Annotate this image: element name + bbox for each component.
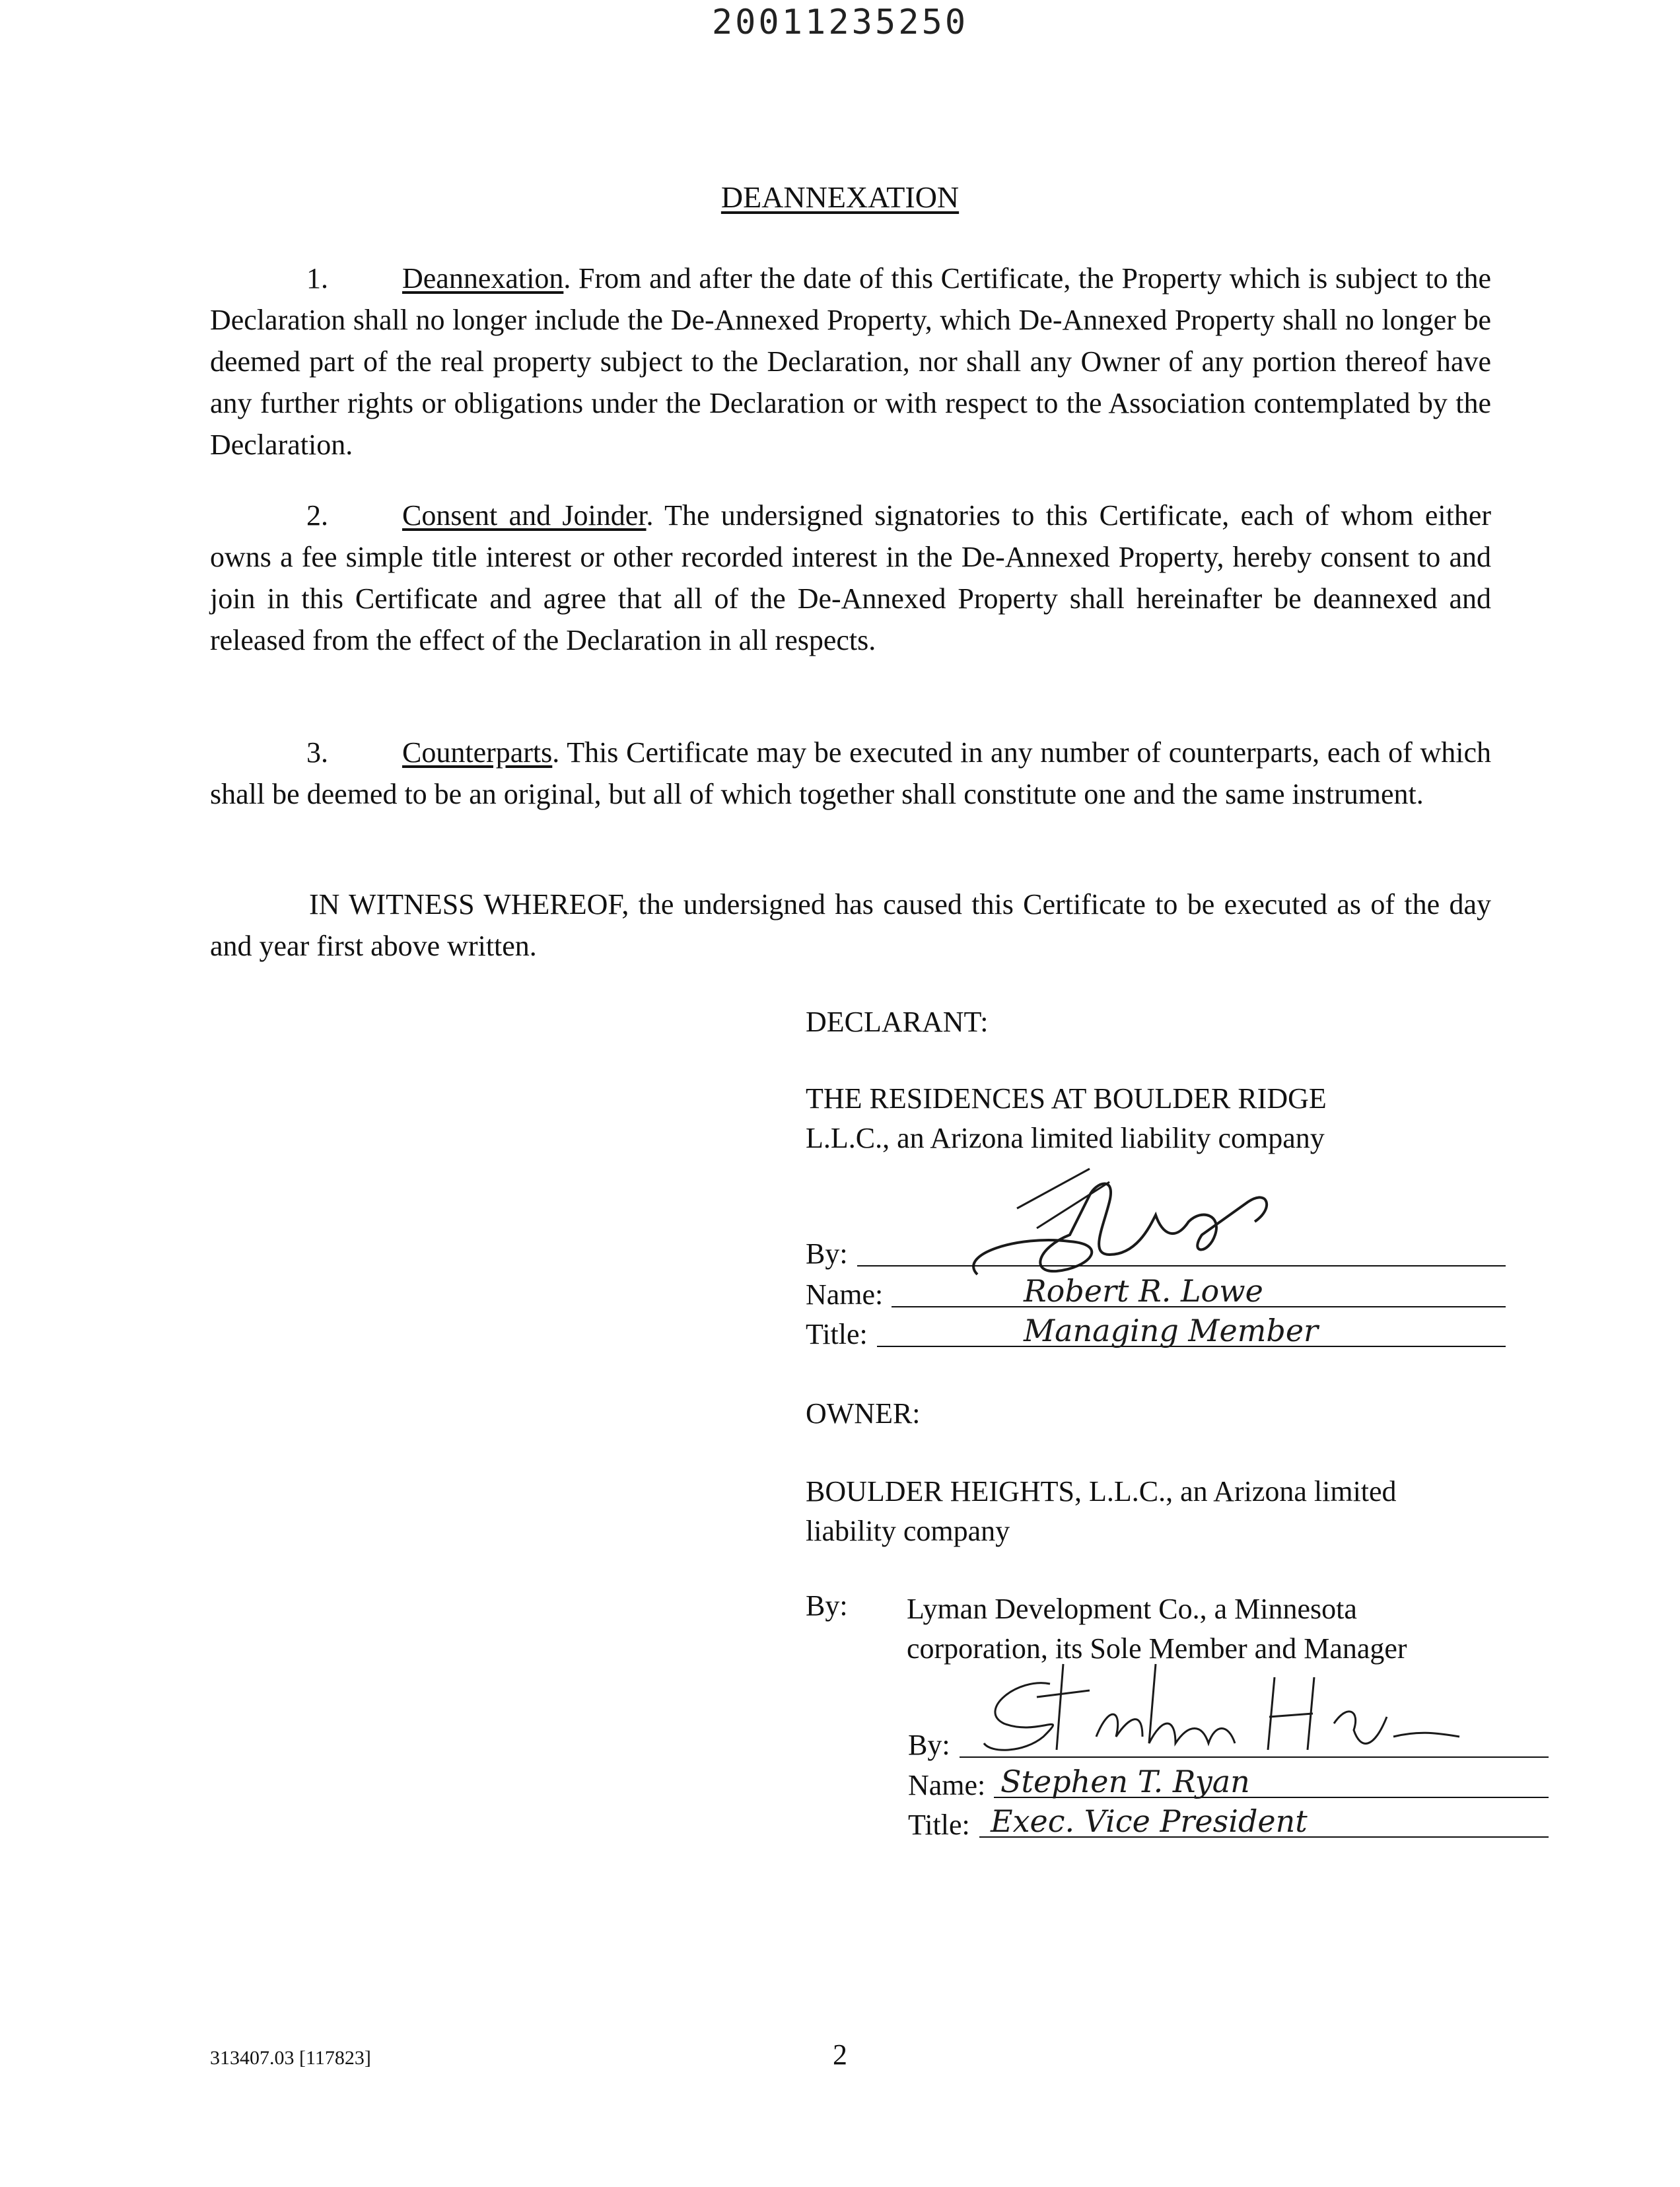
declarant-title-handwritten: Managing Member (1024, 1313, 1319, 1348)
section-heading: Counterparts (402, 736, 553, 769)
title-label: Title: (908, 1809, 970, 1841)
declarant-name-row (806, 1274, 1506, 1315)
section-3 (210, 732, 1491, 815)
owner-name-handwritten: Stephen T. Ryan (1000, 1764, 1250, 1799)
section-heading: Consent and Joinder (402, 499, 647, 532)
witness-text: IN WITNESS WHEREOF, the undersigned has caused this Certificate to be executed as of the day and year first above written. (210, 888, 1491, 962)
owner-by-row (806, 1725, 1549, 1766)
section-text: . This Certificate may be executed in any number of counterparts, each of which shall be deemed to be an original, but all of which together shall constitute one and the same instrument. (210, 736, 1491, 810)
declarant-name-handwritten: Robert R. Lowe (1024, 1273, 1263, 1309)
owner-by-text-line2: corporation, its Sole Member and Manager (907, 1632, 1407, 1665)
page-number: 2 (833, 2038, 847, 2071)
declarant-label: DECLARANT: (806, 1006, 989, 1038)
owner-by-label: By: (806, 1589, 848, 1622)
owner-label: OWNER: (806, 1397, 921, 1430)
declarant-company-line2: L.L.C., an Arizona limited liability company (806, 1122, 1325, 1154)
owner-company-line1: BOULDER HEIGHTS, L.L.C., an Arizona limited (806, 1475, 1397, 1508)
section-2 (210, 495, 1491, 661)
title-label: Title: (806, 1318, 868, 1350)
section-number: 1. (306, 262, 328, 295)
document-code: 313407.03 [117823] (210, 2047, 371, 2069)
owner-title-handwritten: Exec. Vice President (991, 1803, 1308, 1839)
recording-number: 20011235250 (711, 3, 969, 42)
section-number: 2. (306, 499, 328, 532)
by-label: By: (806, 1237, 848, 1270)
section-text: . From and after the date of this Certificate, the Property which is subject to the Declaration shall no longer include the De-Annexed Property, which De-Annexed Property shall no longer be deemed part of the real property subject to the Declaration, nor shall any Owner of any portion thereof have any further rights or obligations under the Declaration or with respect to the Association contemplated by the Declaration. (210, 262, 1491, 461)
owner-by-text-line1: Lyman Development Co., a Minnesota (907, 1593, 1357, 1625)
section-text: . The undersigned signatories to this Certificate, each of whom either owns a fee simple title interest or other recorded interest in the De-Annexed Property, hereby consent to and join in this Certificate and agree that all of the De-Annexed Property shall hereinafter be deannexed and released from the effect of the Declaration in all respects. (210, 499, 1492, 656)
witness-clause (210, 884, 1491, 967)
declarant-by-row (806, 1233, 1506, 1274)
document-title: DEANNEXATION (720, 180, 960, 214)
name-label: Name: (806, 1278, 884, 1311)
section-number: 3. (306, 736, 328, 769)
section-1 (210, 258, 1491, 466)
owner-title-row (806, 1805, 1549, 1846)
by-label: By: (908, 1729, 950, 1761)
section-heading: Deannexation (402, 262, 564, 295)
declarant-company-line1: THE RESIDENCES AT BOULDER RIDGE (806, 1082, 1327, 1115)
name-label: Name: (908, 1769, 986, 1801)
owner-name-row (806, 1765, 1549, 1806)
declarant-title-row (806, 1314, 1506, 1355)
owner-company-line2: liability company (806, 1515, 1010, 1547)
